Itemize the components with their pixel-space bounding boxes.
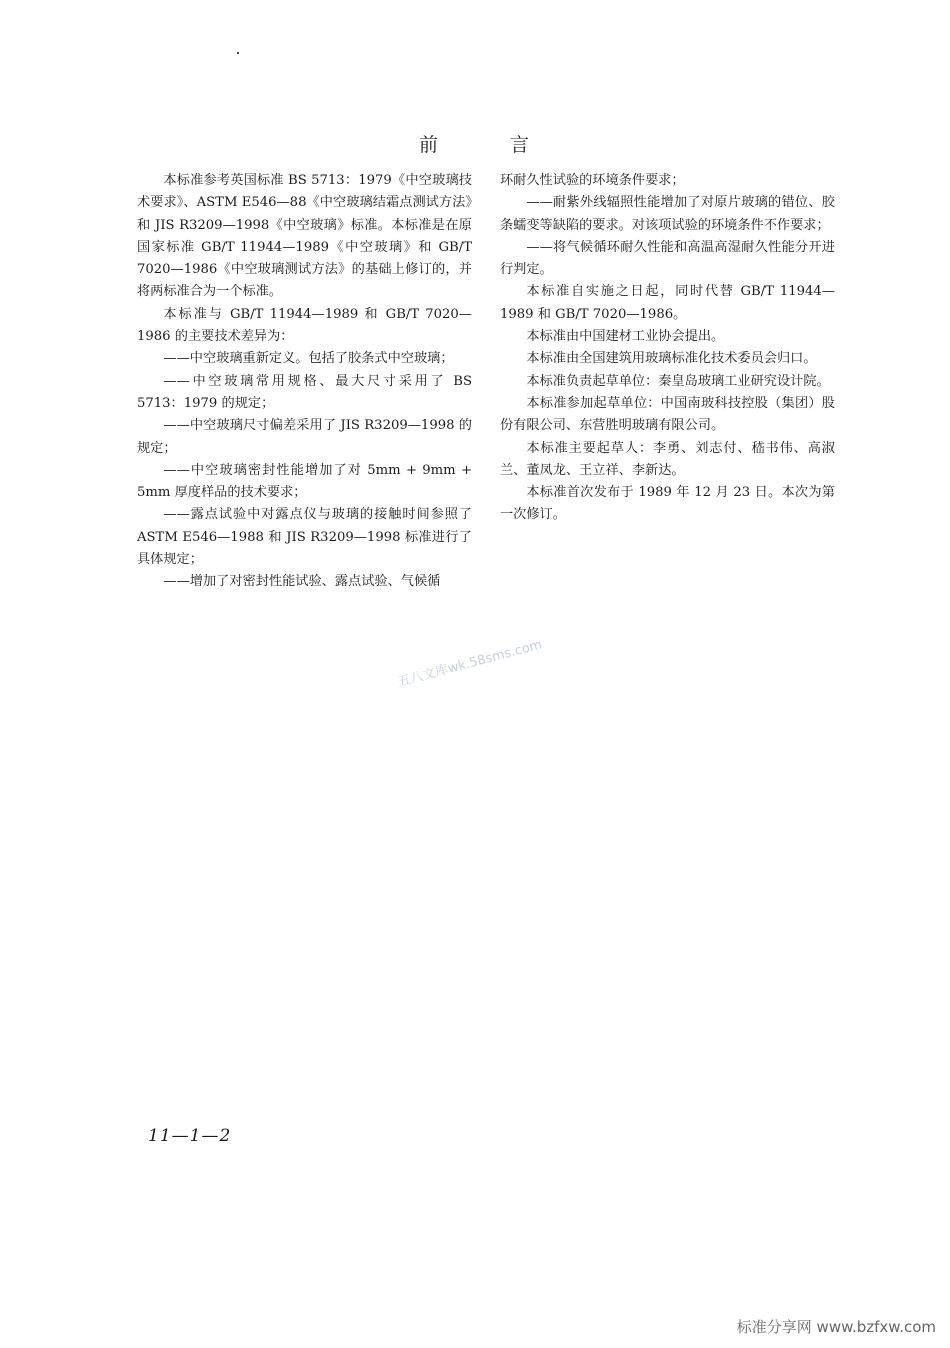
list-item: ——中空玻璃重新定义。包括了胶条式中空玻璃； [163, 351, 454, 367]
title-char-2: 言 [510, 134, 532, 156]
paragraph: 本标准参加起草单位：中国南玻科技控股（集团）股份有限公司、东营胜明玻璃有限公司。 [500, 395, 835, 434]
list-item: ——中空玻璃尺寸偏差采用了 JIS R3209—1998 的规定； [137, 418, 472, 456]
list-item: ——将气候循环耐久性能和高温高湿耐久性能分开进行判定。 [500, 239, 835, 278]
paragraph: 本标准首次发布于 1989 年 12 月 23 日。本次为第一次修订。 [500, 485, 835, 523]
footer-brand: 标准分享网 www.bzfxw.com [736, 1318, 936, 1336]
title-char-1: 前 [418, 134, 440, 156]
paragraph: 本标准参考英国标准 BS 5713：1979《中空玻璃技术要求》、ASTM E546—88《中空玻璃结霜点测试方法》和 JIS R3209—1998《中空玻璃》标准。本标准是在原国家标准 GB/T 11944—1989《中空玻璃》和 GB/T 7020—1986《中空玻璃测试方法》的基础上修订的，并将两标准合为一个标准。 [137, 173, 472, 300]
paragraph: 本标准由全国建筑用玻璃标准化技术委员会归口。 [526, 351, 817, 367]
page-title [0, 130, 950, 157]
paragraph: 本标准由中国建材工业协会提出。 [526, 329, 725, 345]
watermark: 五八文库wk.58sms.com [396, 637, 544, 691]
list-item-continuation: 环耐久性试验的环境条件要求； [500, 173, 685, 188]
paragraph: 本标准主要起草人：李勇、刘志付、嵇书伟、高淑兰、董凤龙、王立祥、李新达。 [500, 440, 835, 478]
scan-speck [237, 52, 239, 54]
page-number: 11—1—2 [148, 1126, 232, 1146]
paragraph: 本标准自实施之日起，同时代替 GB/T 11944—1989 和 GB/T 7020—1986。 [500, 284, 835, 322]
list-item: ——耐紫外线辐照性能增加了对原片玻璃的错位、胶条蠕变等缺陷的要求。对该项试验的环境条件不作要求； [500, 195, 835, 233]
list-item: ——露点试验中对露点仪与玻璃的接触时间参照了 ASTM E546—1988 和 JIS R3209—1998 标准进行了具体规定； [137, 507, 472, 568]
list-item: ——增加了对密封性能试验、露点试验、气候循 [163, 574, 441, 590]
list-item: ——中空玻璃常用规格、最大尺寸采用了 BS 5713：1979 的规定； [137, 373, 472, 411]
left-column [137, 170, 472, 594]
right-column [500, 170, 835, 527]
paragraph: 本标准负责起草单位：秦皇岛玻璃工业研究设计院。 [526, 373, 830, 389]
paragraph: 本标准与 GB/T 11944—1989 和 GB/T 7020—1986 的主要技术差异为： [137, 306, 472, 345]
list-item: ——中空玻璃密封性能增加了对 5mm + 9mm + 5mm 厚度样品的技术要求； [137, 462, 472, 501]
